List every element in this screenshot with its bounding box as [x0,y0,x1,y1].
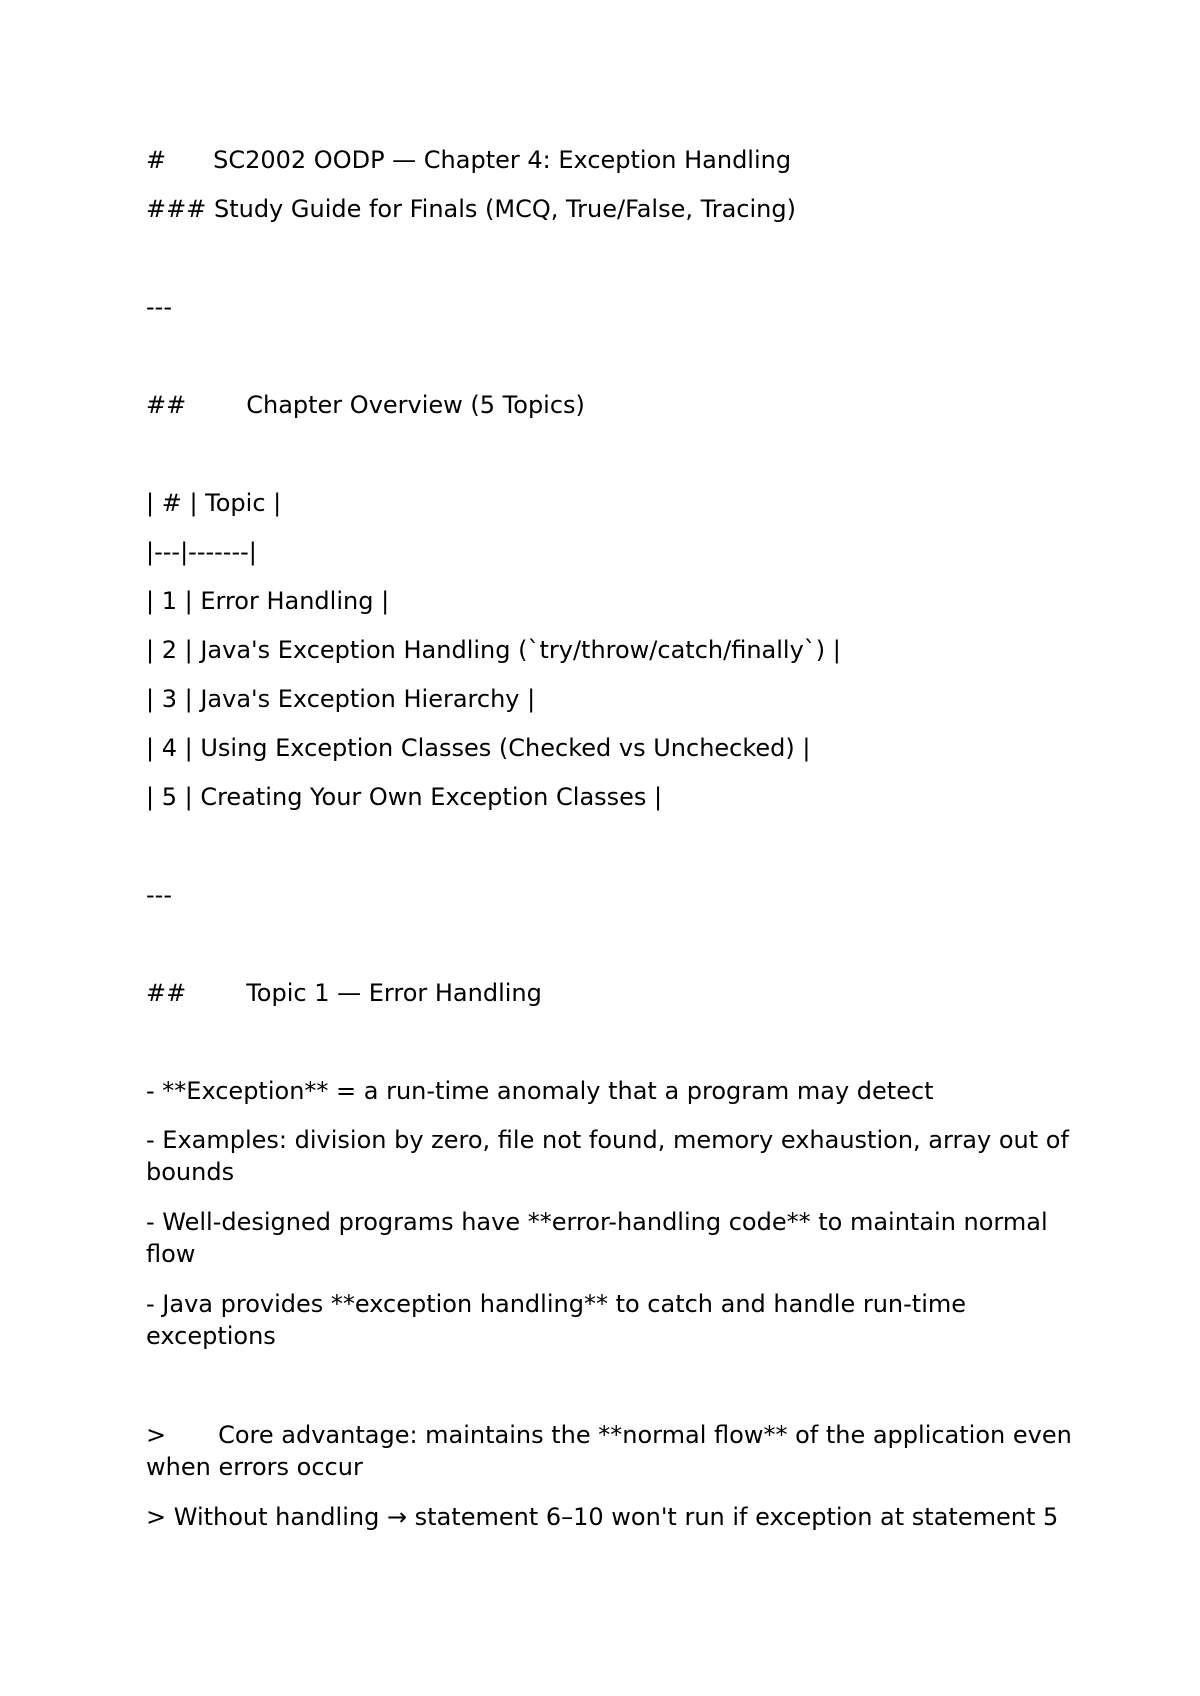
topics-table-row: | 1 | Error Handling | [146,587,390,615]
bullet-item: - **Exception** = a run-time anomaly that a program may detect [146,1077,934,1105]
blockquote-text: Core advantage: maintains the **normal flow** of the application even when errors occur [146,1421,1080,1481]
blockquote-line [146,1419,1080,1483]
blockquote-line: > Without handling → statement 6–10 won't run if exception at statement 5 [146,1503,1059,1531]
heading-marker: ## [146,391,187,419]
separator-line: --- [146,881,172,909]
bullet-item: - Examples: division by zero, file not found, memory exhaustion, array out of bounds [146,1126,1077,1186]
separator-line: --- [146,293,172,321]
topics-table-divider: |---|-------| [146,538,257,566]
blockquote-marker: > [146,1421,167,1449]
heading-marker: ## [146,979,187,1007]
topics-table-row: | 4 | Using Exception Classes (Checked vs Unchecked) | [146,734,811,762]
topics-table-header: | # | Topic | [146,489,282,517]
topics-table-row: | 5 | Creating Your Own Exception Classes | [146,783,663,811]
chapter-overview-heading-text: Chapter Overview (5 Topics) [246,391,585,419]
heading-marker: # [146,146,167,174]
chapter-overview-heading [146,389,1076,421]
document-title [146,144,1076,176]
bullet-item: - Well-designed programs have **error-handling code** to maintain normal flow [146,1208,1056,1268]
bullet-item: - Java provides **exception handling** to catch and handle run-time exceptions [146,1290,974,1350]
topic-1-heading [146,977,1076,1009]
topic-1-heading-text: Topic 1 — Error Handling [246,979,542,1007]
topics-table-row: | 2 | Java's Exception Handling (`try/throw/catch/finally`) | [146,636,841,664]
document-title-text: SC2002 OODP — Chapter 4: Exception Handling [213,146,792,174]
topics-table-row: | 3 | Java's Exception Hierarchy | [146,685,536,713]
document-subtitle: ### Study Guide for Finals (MCQ, True/False, Tracing) [146,195,796,223]
